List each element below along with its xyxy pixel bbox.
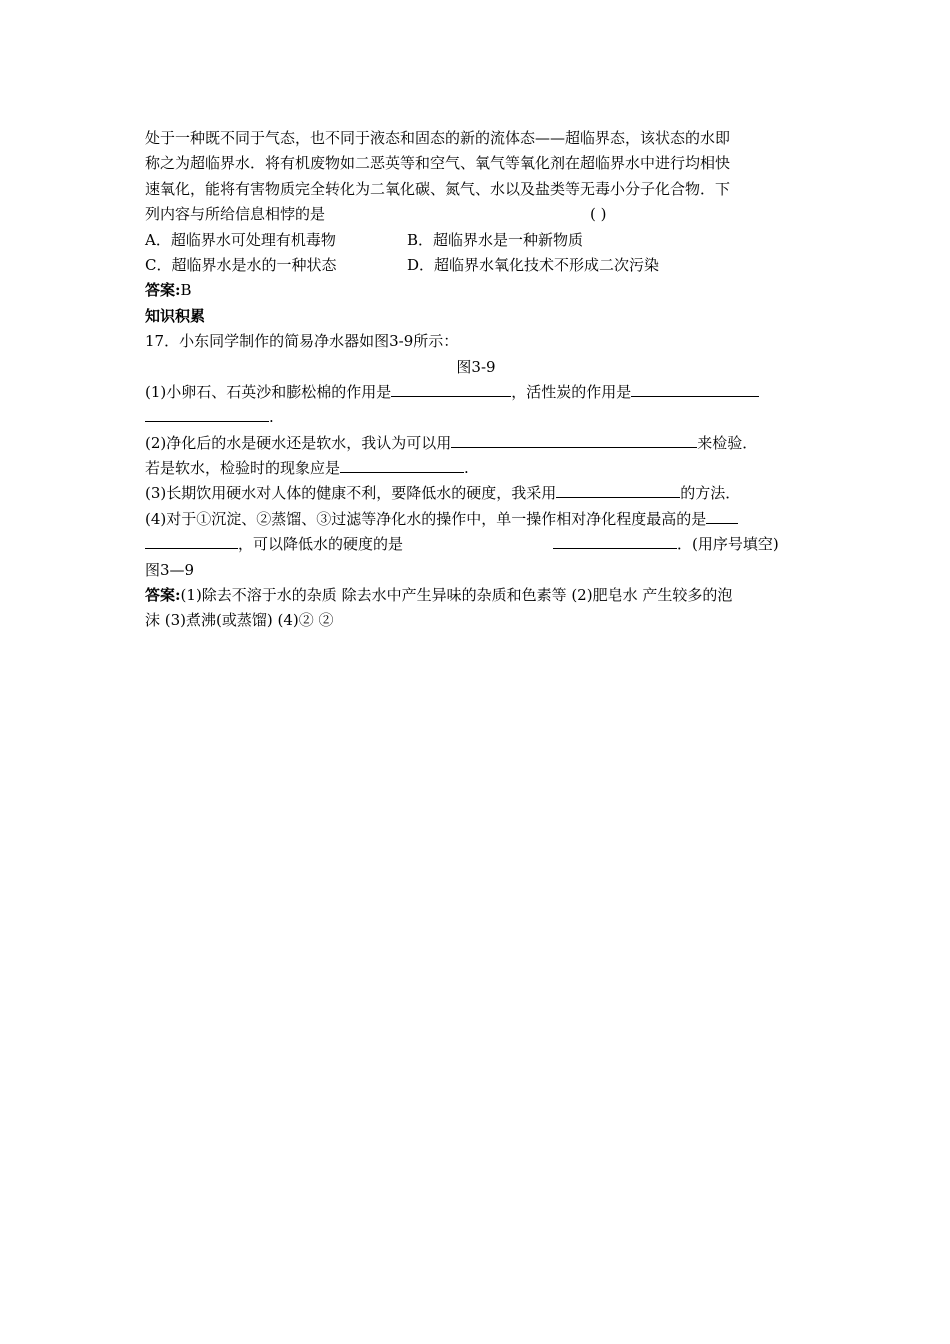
blank-6: [706, 507, 738, 524]
answer-1-label: 答案:: [145, 281, 181, 300]
intro-text-2: 称之为超临界水．将有机废物如二恶英等和空气、氧气等氧化剂在超临界水中进行均相快: [145, 154, 731, 173]
answer-2-text-2: 沫 (3)煮沸(或蒸馏) (4)② ②: [145, 611, 334, 630]
blank-2: [631, 380, 759, 397]
q17-part4-b: ，可以降低水的硬度的是: [238, 535, 404, 554]
blank-3: [451, 431, 697, 448]
option-c: C．超临界水是水的一种状态: [145, 255, 337, 274]
figure-caption: 图3-9: [456, 357, 496, 376]
options-row-2: [145, 253, 807, 278]
answer-1: [145, 278, 807, 303]
q17-part1-b: ，活性炭的作用是: [511, 382, 632, 401]
q17-part2-d: .: [464, 459, 469, 478]
q17-part4-line2: [145, 532, 807, 557]
q17-part3: [145, 481, 807, 506]
q17-part2-c: 若是软水，检验时的现象应是: [145, 459, 341, 478]
answer-2-line1: [145, 583, 807, 608]
intro-line-2: [145, 151, 807, 176]
answer-2-label: 答案:: [145, 586, 181, 605]
q17-part1-a: (1)小卵石、石英沙和膨松棉的作用是: [145, 382, 392, 401]
q17-part2-b: 来检验．: [697, 433, 758, 452]
q17-part3-b: 的方法．: [680, 484, 741, 503]
options-row-1: [145, 228, 807, 253]
blank-7: [553, 532, 677, 549]
blank-2-continued: [145, 405, 269, 422]
intro-text-1: 处于一种既不同于气态，也不同于液态和固态的新的流体态——超临界态，该状态的水即: [145, 129, 731, 147]
blank-4: [340, 456, 464, 473]
intro-text-4: 列内容与所给信息相悖的是: [145, 205, 326, 224]
document-page: [145, 126, 807, 634]
option-d: D．超临界水氧化技术不形成二次污染: [407, 255, 660, 274]
q17-part2-line2: [145, 456, 807, 481]
intro-line-4: [145, 202, 807, 227]
intro-line-1: [145, 126, 807, 151]
option-b: B．超临界水是一种新物质: [407, 230, 584, 249]
section-title: 知识积累: [145, 306, 206, 325]
q17-part4-line1: [145, 507, 807, 532]
q17-stem: 17．小东同学制作的简易净水器如图3-9所示：: [145, 332, 459, 351]
q17-part4-a: (4)对于①沉淀、②蒸馏、③过滤等净化水的操作中，单一操作相对净化程度最高的是: [145, 509, 707, 528]
figure-reference: 图3—9: [145, 560, 195, 579]
q17-part1-c: .: [269, 408, 274, 427]
q17-part2-a: (2)净化后的水是硬水还是软水，我认为可以用: [145, 433, 452, 452]
q17-part2-line1: [145, 431, 807, 456]
answer-2-line2: [145, 608, 807, 633]
answer-2-text-1: (1)除去不溶于水的杂质 除去水中产生异味的杂质和色素等 (2)肥皂水 产生较多的泡: [180, 586, 733, 605]
option-a: A．超临界水可处理有机毒物: [145, 230, 336, 249]
blank-6-continued: [145, 532, 238, 549]
q17-part3-a: (3)长期饮用硬水对人体的健康不利，要降低水的硬度，我采用: [145, 484, 557, 503]
blank-1: [391, 380, 511, 397]
answer-1-value: B: [180, 281, 192, 300]
q17-part1-line1: [145, 380, 807, 405]
intro-line-3: [145, 177, 807, 202]
answer-parentheses: ( ): [590, 205, 607, 224]
intro-text-3: 速氧化，能将有害物质完全转化为二氧化碳、氮气、水以及盐类等无毒小分子化合物．下: [145, 179, 731, 198]
blank-5: [556, 481, 680, 498]
q17-part1-line2: [145, 405, 807, 430]
q17-part4-c: ．(用序号填空): [677, 535, 779, 554]
